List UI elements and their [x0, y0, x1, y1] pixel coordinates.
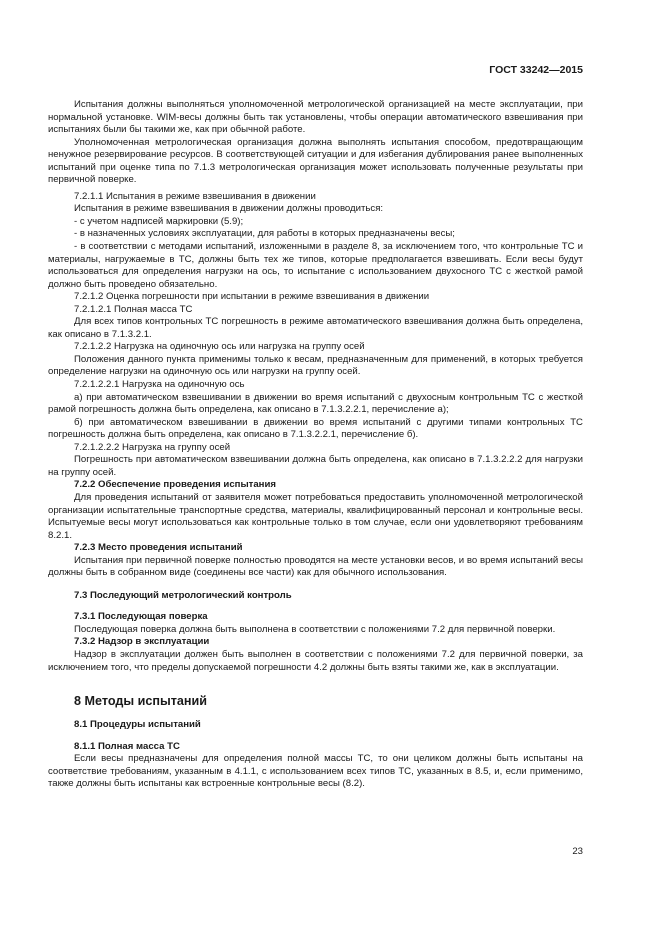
section-heading: 7.2.2 Обеспечение проведения испытания	[74, 479, 276, 491]
subsection-heading: 7.2.1.2.2.2 Нагрузка на группу осей	[74, 441, 231, 453]
subsection-heading: 7.2.1.2 Оценка погрешности при испытании в режиме взвешивания в движении	[74, 291, 430, 303]
paragraph: Погрешность при автоматическом взвешивании должна быть определена, как описано в 7.1.3.2.2.2 для нагрузки на группу осей.	[48, 454, 583, 478]
paragraph: Испытания при первичной поверке полностью проводятся на месте установки весов, и во время испытаний весы должны быть в собранном виде (соединены все части) как для обычного использования.	[48, 554, 583, 579]
subsection-heading: 7.2.1.2.2 Нагрузка на одиночную ось или нагрузка на группу осей	[74, 341, 365, 353]
paragraph: Испытания должны выполняться уполномоченной метрологической организацией на месте эксплуатации, при нормальной установке. WIM-весы должны быть так установлены, чтобы операции автоматического взвешивания при испытаниях были бы такими же, как при обычной работе.	[48, 99, 583, 136]
chapter-heading: 8 Методы испытаний	[74, 694, 207, 709]
paragraph: Положения данного пункта применимы только к весам, предназначенным для применений, в которых требуется определение нагрузки на одиночную ось или нагрузки на группу осей.	[48, 353, 583, 378]
paragraph: Испытания в режиме взвешивания в движении должны проводиться:	[74, 203, 384, 215]
document-header: ГОСТ 33242—2015	[489, 64, 583, 76]
subsection-heading: 7.2.1.2.2.1 Нагрузка на одиночную ось	[74, 379, 245, 391]
subsection-heading: 7.2.1.2.1 Полная масса ТС	[74, 303, 193, 315]
section-heading: 7.2.3 Место проведения испытаний	[74, 542, 243, 554]
section-heading: 7.3.1 Последующая поверка	[74, 611, 208, 623]
paragraph: Надзор в эксплуатации должен быть выполнен в соответствии с положениями 7.2 для первичной поверки, за исключением того, что пределы допускаемой погрешности 4.2 должны быть взяты такими же, как в эксплуатации.	[48, 648, 583, 673]
document-body	[48, 99, 583, 791]
paragraph: Если весы предназначены для определения полной массы ТС, то они целиком должны быть испытаны на соответствие требованиям, указанным в 4.1.1, с использованием всех типов ТС, указанных в 8.5, и, если применимо, также должны быть испытаны как встроенные контрольные весы (8.2).	[48, 753, 583, 790]
list-item: б) при автоматическом взвешивании в движении во время испытаний с другими типами контрольных ТС погрешность должна быть определена, как описано в 7.1.3.2.2.1, перечисление б).	[48, 416, 583, 441]
subsection-heading: 7.2.1.1 Испытания в режиме взвешивания в движении	[74, 190, 316, 202]
list-item: - с учетом надписей маркировки (5.9);	[74, 215, 244, 227]
paragraph: Для всех типов контрольных ТС погрешность в режиме автоматического взвешивания должна быть определена, как описано в 7.1.3.2.1.	[48, 316, 583, 340]
section-heading: 8.1 Процедуры испытаний	[74, 719, 201, 731]
list-item: - в назначенных условиях эксплуатации, для работы в которых предназначены весы;	[74, 228, 455, 240]
list-item: - в соответствии с методами испытаний, изложенными в разделе 8, за исключением того, что контрольные ТС и материалы, нагружаемые в ТС, должны быть тех же типов, которые предполагается взвешивать. Если весы будут использоваться для определения нагрузки на ось, то испытание с использованием двухосного ТС с жесткой рамой должно быть проведено обязательно.	[48, 241, 583, 290]
page-number: 23	[572, 846, 583, 857]
list-item: а) при автоматическом взвешивании в движении во время испытаний с двухосным контрольным ТС с жесткой рамой погрешность должна быть определена, как описано в 7.1.3.2.2.1, перечисление а);	[48, 391, 583, 416]
paragraph: Для проведения испытаний от заявителя может потребоваться предоставить уполномоченной метрологической организации испытательные транспортные средства, материалы, квалифицированный персонал и контрольные весы. Испытуемые весы могут использоваться как контрольные только в том случае, если они удовлетворяют требованиям 8.2.1.	[48, 491, 583, 541]
paragraph: Уполномоченная метрологическая организация должна выполнять испытания способом, предотвращающим ненужное резервирование ресурсов. В соответствующей ситуации и для избегания дублирования ранее выполненных испытаний при оценке типа по 7.1.3 метрологическая организация может использовать полученные результаты при первичной поверке.	[48, 136, 583, 186]
section-heading: 7.3 Последующий метрологический контроль	[74, 589, 292, 601]
section-heading: 8.1.1 Полная масса ТС	[74, 740, 180, 752]
paragraph: Последующая поверка должна быть выполнена в соответствии с положениями 7.2 для первичной поверки.	[74, 623, 556, 635]
section-heading: 7.3.2 Надзор в эксплуатации	[74, 636, 210, 648]
